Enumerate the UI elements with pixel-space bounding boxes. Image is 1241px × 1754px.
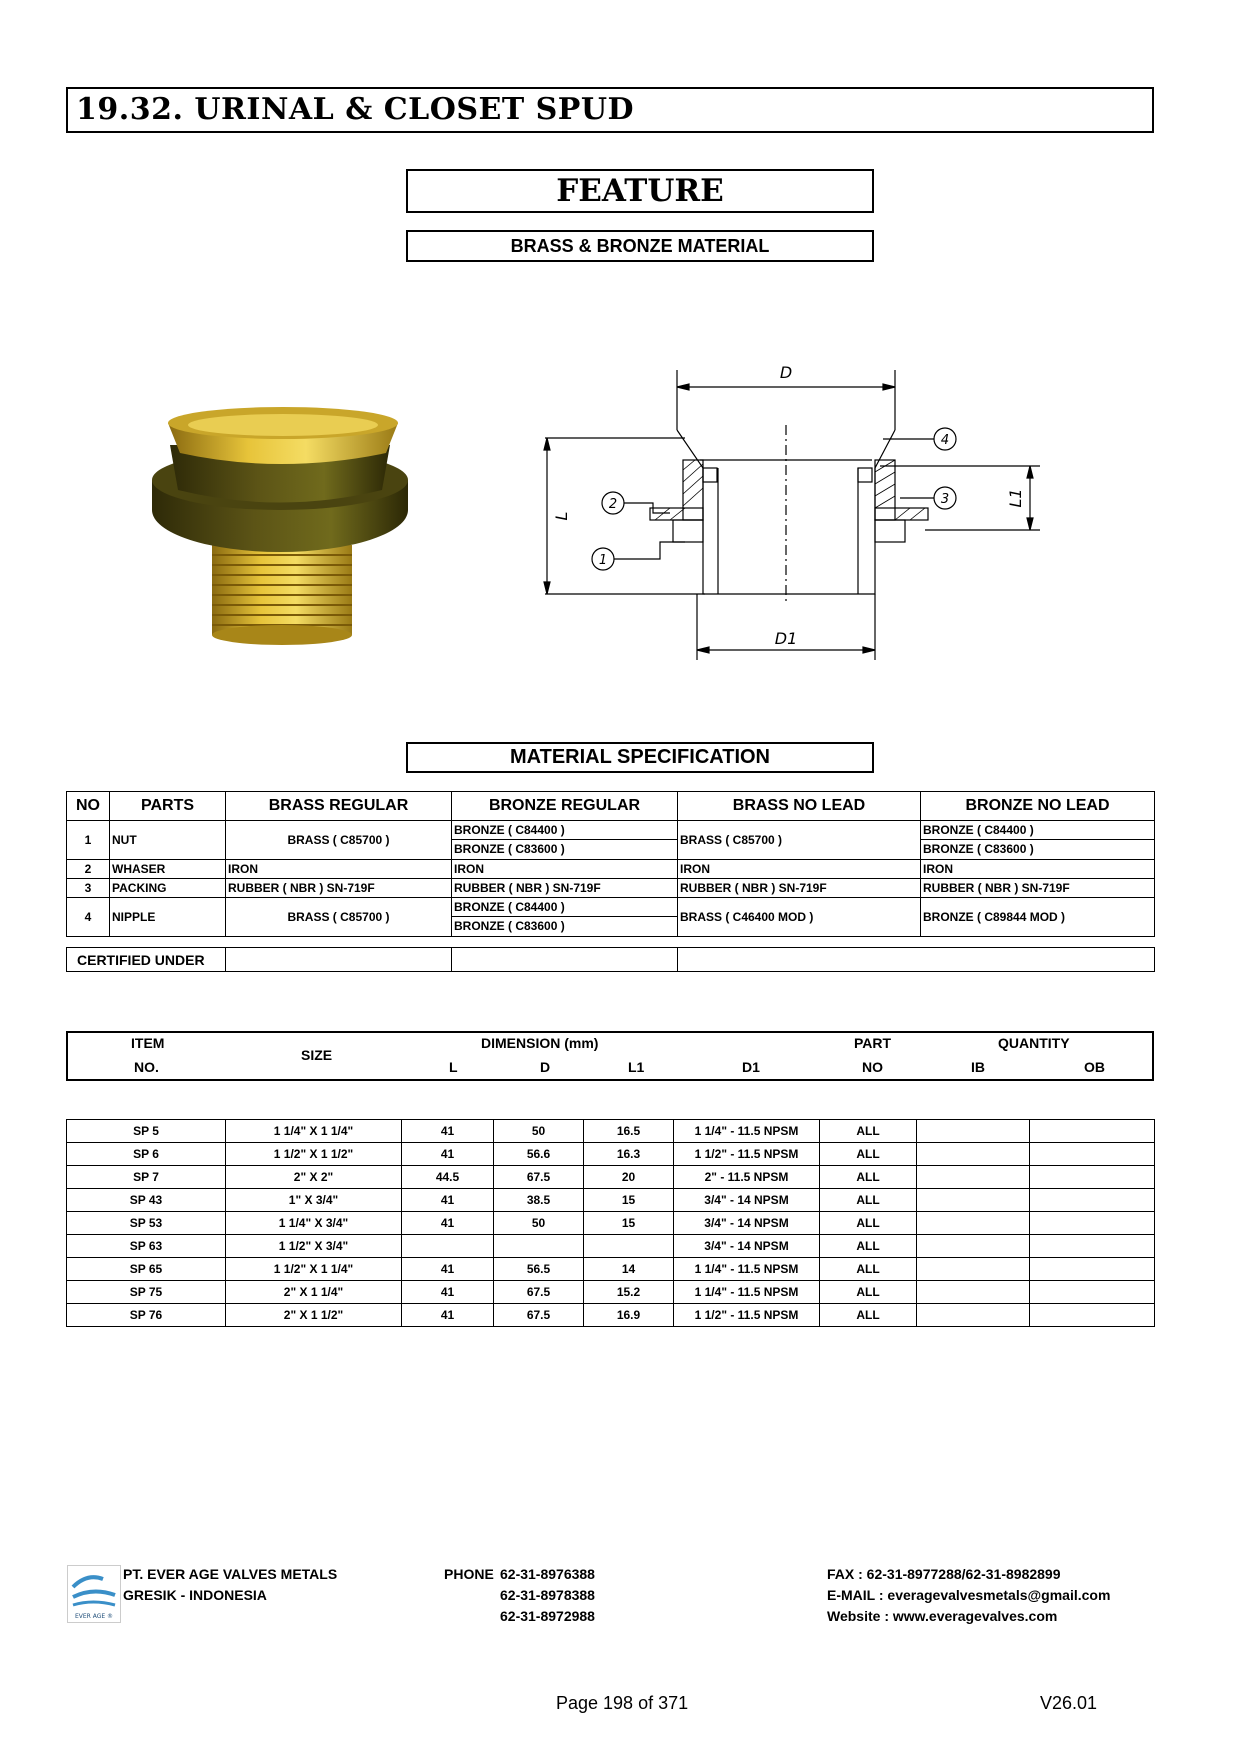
table-row xyxy=(67,1258,1155,1281)
table-row xyxy=(67,1189,1155,1212)
cell-line: BRONZE ( C83600 ) xyxy=(923,842,1034,856)
table-row xyxy=(67,1281,1155,1304)
cell-d1: 2" - 11.5 NPSM xyxy=(674,1166,820,1189)
certified-cell xyxy=(678,948,1155,972)
cell-l: 41 xyxy=(402,1143,494,1166)
cell-d1: 3/4" - 14 NPSM xyxy=(674,1235,820,1258)
cell-bronze-regular: RUBBER ( NBR ) SN-719F xyxy=(452,879,678,898)
header-no: NO xyxy=(67,792,110,821)
cell-part: ALL xyxy=(820,1304,917,1327)
callout-1: 1 xyxy=(598,553,608,568)
website: Website : www.everagevalves.com xyxy=(827,1608,1058,1624)
cell-brass-regular: IRON xyxy=(226,860,452,879)
cell-bronze-regular: IRON xyxy=(452,860,678,879)
product-photo xyxy=(150,405,435,645)
cell-d xyxy=(494,1235,584,1258)
cell-size: 2" X 1 1/4" xyxy=(226,1281,402,1304)
cell-size: 2" X 2" xyxy=(226,1166,402,1189)
header-bronze-no-lead: BRONZE NO LEAD xyxy=(921,792,1155,821)
dim-label-d: D xyxy=(779,363,793,382)
cell-bronze-no-lead: IRON xyxy=(921,860,1155,879)
company-logo xyxy=(67,1565,121,1623)
header-part: PART xyxy=(854,1035,892,1051)
cell-l1: 15.2 xyxy=(584,1281,674,1304)
cell-part: ALL xyxy=(820,1235,917,1258)
cell-l: 41 xyxy=(402,1189,494,1212)
cell-item: SP 76 xyxy=(67,1304,226,1327)
cell-bronze-no-lead: RUBBER ( NBR ) SN-719F xyxy=(921,879,1155,898)
cell-size: 1 1/4" X 1 1/4" xyxy=(226,1120,402,1143)
header-ib: IB xyxy=(971,1059,985,1075)
cell-ob xyxy=(1030,1120,1155,1143)
dim-label-d1: D1 xyxy=(774,629,798,648)
cell-ib xyxy=(917,1212,1030,1235)
table-row xyxy=(67,1235,1155,1258)
cell-l: 44.5 xyxy=(402,1166,494,1189)
cell-line: BRONZE ( C84400 ) xyxy=(452,898,677,917)
header-dimension: DIMENSION (mm) xyxy=(481,1035,599,1051)
cell-ib xyxy=(917,1304,1030,1327)
table-row xyxy=(67,1304,1155,1327)
cell-l: 41 xyxy=(402,1304,494,1327)
table-row xyxy=(67,948,1155,972)
cell-ob xyxy=(1030,1258,1155,1281)
cell-line: BRONZE ( C83600 ) xyxy=(454,842,565,856)
cell-item: SP 43 xyxy=(67,1189,226,1212)
cell-part: ALL xyxy=(820,1281,917,1304)
table-row xyxy=(67,821,1155,860)
version: V26.01 xyxy=(1040,1693,1098,1713)
cell-d1: 1 1/4" - 11.5 NPSM xyxy=(674,1258,820,1281)
cell-l xyxy=(402,1235,494,1258)
header-brass-regular: BRASS REGULAR xyxy=(226,792,452,821)
material-table-header xyxy=(67,792,1155,821)
dim-label-l1: L1 xyxy=(1006,488,1025,508)
cell-ib xyxy=(917,1189,1030,1212)
company-name: PT. EVER AGE VALVES METALS xyxy=(123,1566,338,1582)
cell-size: 1 1/2" X 1 1/4" xyxy=(226,1258,402,1281)
cell-size: 1" X 3/4" xyxy=(226,1189,402,1212)
cell-d: 50 xyxy=(494,1212,584,1235)
cell-d1: 1 1/4" - 11.5 NPSM xyxy=(674,1120,820,1143)
cell-brass-regular: BRASS ( C85700 ) xyxy=(226,821,452,860)
cell-brass-no-lead: BRASS ( C46400 MOD ) xyxy=(678,898,921,937)
cell-item: SP 63 xyxy=(67,1235,226,1258)
cell-size: 1 1/2" X 3/4" xyxy=(226,1235,402,1258)
cell-d1: 1 1/2" - 11.5 NPSM xyxy=(674,1143,820,1166)
dimension-table xyxy=(66,1119,1155,1327)
cell-size: 1 1/4" X 3/4" xyxy=(226,1212,402,1235)
header-d1: D1 xyxy=(742,1059,760,1075)
feature-heading: FEATURE xyxy=(406,169,874,213)
phone-2: 62-31-8978388 xyxy=(500,1587,595,1603)
cell-ib xyxy=(917,1166,1030,1189)
cell-ib xyxy=(917,1281,1030,1304)
cell-l1: 16.3 xyxy=(584,1143,674,1166)
cell-l1: 15 xyxy=(584,1212,674,1235)
cell-d1: 1 1/4" - 11.5 NPSM xyxy=(674,1281,820,1304)
cell-l1: 16.5 xyxy=(584,1120,674,1143)
cell-l: 41 xyxy=(402,1120,494,1143)
cell-l1 xyxy=(584,1235,674,1258)
cell-l1: 20 xyxy=(584,1166,674,1189)
cell-l1: 14 xyxy=(584,1258,674,1281)
cell-brass-no-lead: RUBBER ( NBR ) SN-719F xyxy=(678,879,921,898)
cell-part: PACKING xyxy=(110,879,226,898)
cell-l1: 15 xyxy=(584,1189,674,1212)
cell-ob xyxy=(1030,1235,1155,1258)
cell-size: 2" X 1 1/2" xyxy=(226,1304,402,1327)
cell-d1: 1 1/2" - 11.5 NPSM xyxy=(674,1304,820,1327)
email: E-MAIL : everagevalvesmetals@gmail.com xyxy=(827,1587,1111,1603)
cell-bronze-regular xyxy=(452,821,678,860)
dimension-header xyxy=(66,1031,1154,1081)
header-l: L xyxy=(449,1059,458,1075)
cell-ib xyxy=(917,1143,1030,1166)
phone-1: 62-31-8976388 xyxy=(500,1566,595,1582)
cell-ib xyxy=(917,1258,1030,1281)
cell-item: SP 5 xyxy=(67,1120,226,1143)
header-bronze-regular: BRONZE REGULAR xyxy=(452,792,678,821)
header-quantity: QUANTITY xyxy=(998,1035,1070,1051)
cell-d: 56.5 xyxy=(494,1258,584,1281)
cell-part: ALL xyxy=(820,1143,917,1166)
header-parts: PARTS xyxy=(110,792,226,821)
logo-text: EVER AGE ® xyxy=(74,1613,114,1620)
cell-item: SP 7 xyxy=(67,1166,226,1189)
cell-brass-no-lead: IRON xyxy=(678,860,921,879)
cell-part: WHASER xyxy=(110,860,226,879)
cell-d: 38.5 xyxy=(494,1189,584,1212)
cell-bronze-no-lead xyxy=(921,821,1155,860)
cell-line: BRONZE ( C84400 ) xyxy=(921,821,1154,840)
header-ob: OB xyxy=(1084,1059,1105,1075)
cell-ob xyxy=(1030,1189,1155,1212)
cell-d: 67.5 xyxy=(494,1304,584,1327)
cell-item: SP 65 xyxy=(67,1258,226,1281)
cell-part: ALL xyxy=(820,1166,917,1189)
cell-line: BRONZE ( C83600 ) xyxy=(454,919,565,933)
certified-cell xyxy=(226,948,452,972)
cell-l: 41 xyxy=(402,1212,494,1235)
page-number: Page 198 of 371 xyxy=(556,1693,689,1713)
cell-brass-regular: BRASS ( C85700 ) xyxy=(226,898,452,937)
table-row xyxy=(67,1120,1155,1143)
fax: FAX : 62-31-8977288/62-31-8982899 xyxy=(827,1566,1061,1582)
cell-bronze-no-lead: BRONZE ( C89844 MOD ) xyxy=(921,898,1155,937)
phone-3: 62-31-8972988 xyxy=(500,1608,595,1624)
header-item-no: NO. xyxy=(134,1059,159,1075)
cell-ob xyxy=(1030,1304,1155,1327)
cell-size: 1 1/2" X 1 1/2" xyxy=(226,1143,402,1166)
cell-no: 1 xyxy=(67,821,110,860)
cell-item: SP 53 xyxy=(67,1212,226,1235)
company-location: GRESIK - INDONESIA xyxy=(123,1587,267,1603)
cell-brass-no-lead: BRASS ( C85700 ) xyxy=(678,821,921,860)
cell-d1: 3/4" - 14 NPSM xyxy=(674,1212,820,1235)
table-row xyxy=(67,860,1155,879)
table-row xyxy=(67,898,1155,937)
table-row xyxy=(67,1212,1155,1235)
header-size: SIZE xyxy=(301,1047,333,1063)
technical-drawing xyxy=(525,360,1055,670)
callout-2: 2 xyxy=(608,497,618,512)
table-row xyxy=(67,879,1155,898)
cell-ob xyxy=(1030,1281,1155,1304)
cell-part: NIPPLE xyxy=(110,898,226,937)
cell-part: ALL xyxy=(820,1258,917,1281)
cell-l: 41 xyxy=(402,1258,494,1281)
certified-cell xyxy=(452,948,678,972)
cell-line: BRONZE ( C84400 ) xyxy=(452,821,677,840)
cell-no: 2 xyxy=(67,860,110,879)
cell-item: SP 75 xyxy=(67,1281,226,1304)
header-l1: L1 xyxy=(628,1059,645,1075)
page-title: 19.32. URINAL & CLOSET SPUD xyxy=(66,87,1154,133)
cell-ib xyxy=(917,1235,1030,1258)
cell-item: SP 6 xyxy=(67,1143,226,1166)
feature-subheading: BRASS & BRONZE MATERIAL xyxy=(406,230,874,262)
cell-bronze-regular xyxy=(452,898,678,937)
dim-label-l: L xyxy=(552,511,571,521)
cell-l: 41 xyxy=(402,1281,494,1304)
header-part-no: NO xyxy=(862,1059,883,1075)
cell-part: ALL xyxy=(820,1120,917,1143)
cell-part: NUT xyxy=(110,821,226,860)
cell-ib xyxy=(917,1120,1030,1143)
material-spec-heading: MATERIAL SPECIFICATION xyxy=(406,742,874,773)
cell-d: 56.6 xyxy=(494,1143,584,1166)
cell-part: ALL xyxy=(820,1189,917,1212)
cell-d: 67.5 xyxy=(494,1281,584,1304)
callout-4: 4 xyxy=(940,433,950,448)
phone-label: PHONE xyxy=(444,1566,494,1582)
certified-table xyxy=(66,947,1155,972)
cell-d: 50 xyxy=(494,1120,584,1143)
cell-ob xyxy=(1030,1143,1155,1166)
cell-ob xyxy=(1030,1212,1155,1235)
material-table xyxy=(66,791,1155,937)
cell-no: 3 xyxy=(67,879,110,898)
callout-3: 3 xyxy=(940,492,950,507)
cell-d: 67.5 xyxy=(494,1166,584,1189)
cell-d1: 3/4" - 14 NPSM xyxy=(674,1189,820,1212)
table-row xyxy=(67,1166,1155,1189)
header-brass-no-lead: BRASS NO LEAD xyxy=(678,792,921,821)
cell-no: 4 xyxy=(67,898,110,937)
certified-label: CERTIFIED UNDER xyxy=(67,948,226,972)
table-row xyxy=(67,1143,1155,1166)
cell-ob xyxy=(1030,1166,1155,1189)
header-item: ITEM xyxy=(131,1035,165,1051)
cell-part: ALL xyxy=(820,1212,917,1235)
cell-brass-regular: RUBBER ( NBR ) SN-719F xyxy=(226,879,452,898)
cell-l1: 16.9 xyxy=(584,1304,674,1327)
header-d: D xyxy=(540,1059,551,1075)
